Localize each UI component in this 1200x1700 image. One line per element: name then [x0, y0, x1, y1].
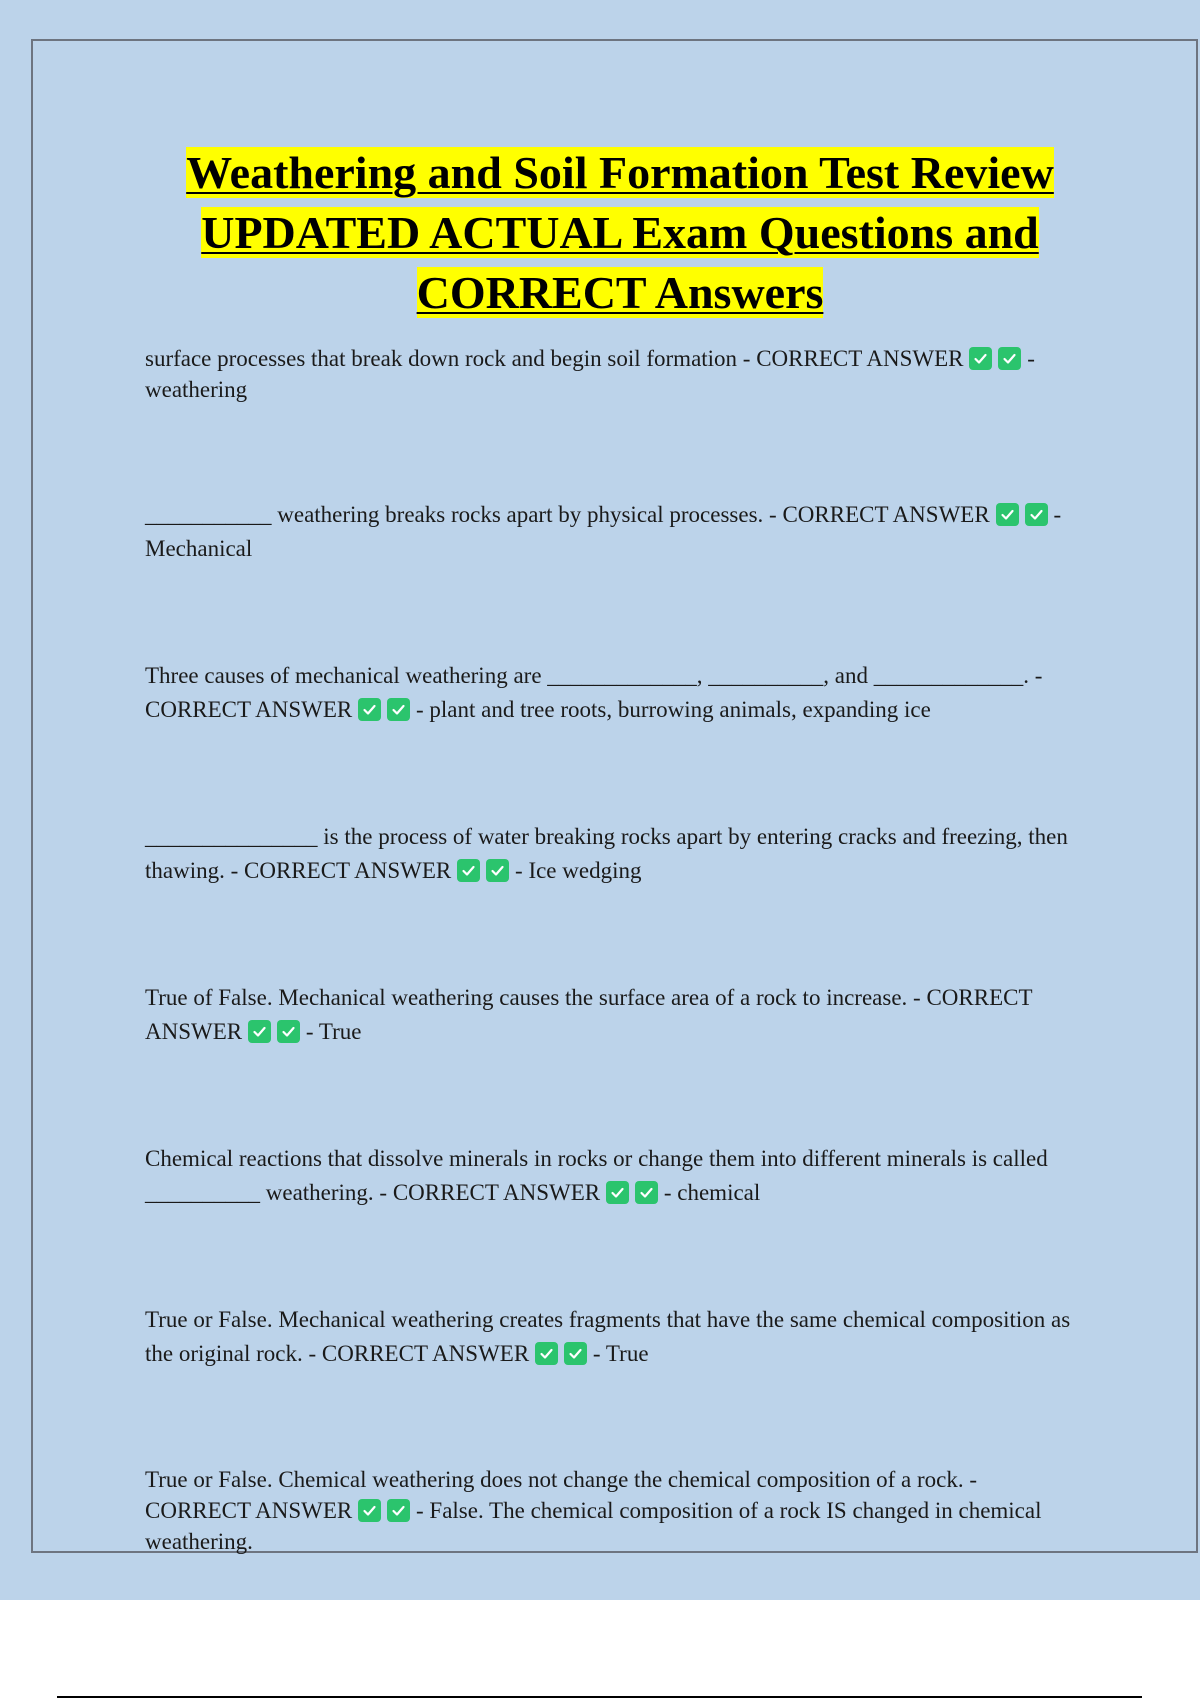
checkmark-icon	[358, 1499, 381, 1522]
qa-answer: True	[318, 1019, 362, 1044]
qa-item: True or False. Mechanical weathering creates fragments that have the same chemical composition as the original rock. - CORRECT ANSWER - True	[145, 1307, 1071, 1366]
title-line-3: CORRECT Answers	[416, 267, 824, 318]
qa-item: surface processes that break down rock and begin soil formation - CORRECT ANSWER - weathering	[145, 346, 1035, 402]
title-line-1: Weathering and Soil Formation Test Review	[186, 147, 1054, 198]
qa-item: _______________ is the process of water breaking rocks apart by entering cracks and freezing, then thawing. - CORRECT ANSWER - Ice wedging	[145, 824, 1068, 883]
checkmark-icon	[998, 347, 1021, 370]
document-title	[80, 143, 1160, 323]
qa-answer: Mechanical	[145, 536, 253, 561]
qa-item: Three causes of mechanical weathering are _____________, __________, and _____________. - CORRECT ANSWER - plant and tree roots, burrowing animals, expanding ice	[145, 663, 1043, 722]
qa-item: True or False. Chemical weathering does not change the chemical composition of a rock. - CORRECT ANSWER - False. The chemical composition of a rock IS changed in chemical weathering.	[145, 1467, 1042, 1554]
checkmark-icon	[457, 859, 480, 882]
title-line-2: UPDATED ACTUAL Exam Questions and	[201, 207, 1039, 258]
answer-label: CORRECT ANSWER	[321, 1341, 530, 1366]
checkmark-icon	[564, 1342, 587, 1365]
qa-question: True or False. Mechanical weathering creates fragments that have the same chemical composition as the original rock. -	[145, 1307, 1071, 1366]
checkmark-icon	[535, 1342, 558, 1365]
qa-question: _______________ is the process of water breaking rocks apart by entering cracks and freezing, then thawing. -	[145, 824, 1068, 883]
checkmark-icon	[248, 1020, 271, 1043]
answer-label: CORRECT ANSWER	[782, 502, 990, 527]
qa-question: True of False. Mechanical weathering causes the surface area of a rock to increase. -	[145, 985, 927, 1010]
qa-item: ___________ weathering breaks rocks apart by physical processes. - CORRECT ANSWER - Mechanical	[145, 502, 1062, 561]
checkmark-icon	[606, 1181, 629, 1204]
checkmark-icon	[358, 698, 381, 721]
checkmark-icon	[635, 1181, 658, 1204]
qa-answer: True	[605, 1341, 649, 1366]
qa-answer: Ice wedging	[528, 858, 642, 883]
answer-label: CORRECT ANSWER	[756, 346, 964, 371]
qa-question: Three causes of mechanical weathering are _____________, __________, and _____________. -	[145, 663, 1043, 688]
qa-question: True or False. Chemical weathering does not change the chemical composition of a rock. -	[145, 1467, 978, 1492]
checkmark-icon	[486, 859, 509, 882]
qa-question: ___________ weathering breaks rocks apart by physical processes. -	[145, 502, 783, 527]
qa-item: True of False. Mechanical weathering causes the surface area of a rock to increase. - CORRECT ANSWER - True	[145, 985, 1033, 1044]
footer-rule	[57, 1696, 1142, 1698]
answer-label: CORRECT ANSWER	[392, 1180, 601, 1205]
checkmark-icon	[387, 698, 410, 721]
qa-list	[145, 343, 1085, 1650]
checkmark-icon	[1025, 503, 1048, 526]
qa-answer: chemical	[677, 1180, 761, 1205]
qa-item: Chemical reactions that dissolve minerals in rocks or change them into different minerals is called __________ weathering. - CORRECT ANSWER - chemical	[145, 1146, 1048, 1205]
answer-label: CORRECT ANSWER	[244, 858, 452, 883]
checkmark-icon	[969, 347, 992, 370]
answer-label: CORRECT ANSWER	[145, 1498, 353, 1523]
checkmark-icon	[277, 1020, 300, 1043]
checkmark-icon	[387, 1499, 410, 1522]
answer-label: CORRECT ANSWER	[145, 697, 353, 722]
answer-label: CORRECT ANSWER	[145, 985, 1033, 1044]
qa-question: surface processes that break down rock and begin soil formation -	[145, 346, 757, 371]
qa-answer: weathering	[145, 377, 248, 402]
qa-question: Chemical reactions that dissolve minerals in rocks or change them into different minerals is called __________ weathering. -	[145, 1146, 1048, 1205]
qa-answer: False. The chemical composition of a rock IS changed in chemical weathering.	[145, 1498, 1042, 1554]
checkmark-icon	[996, 503, 1019, 526]
qa-answer: plant and tree roots, burrowing animals, expanding ice	[429, 697, 931, 722]
